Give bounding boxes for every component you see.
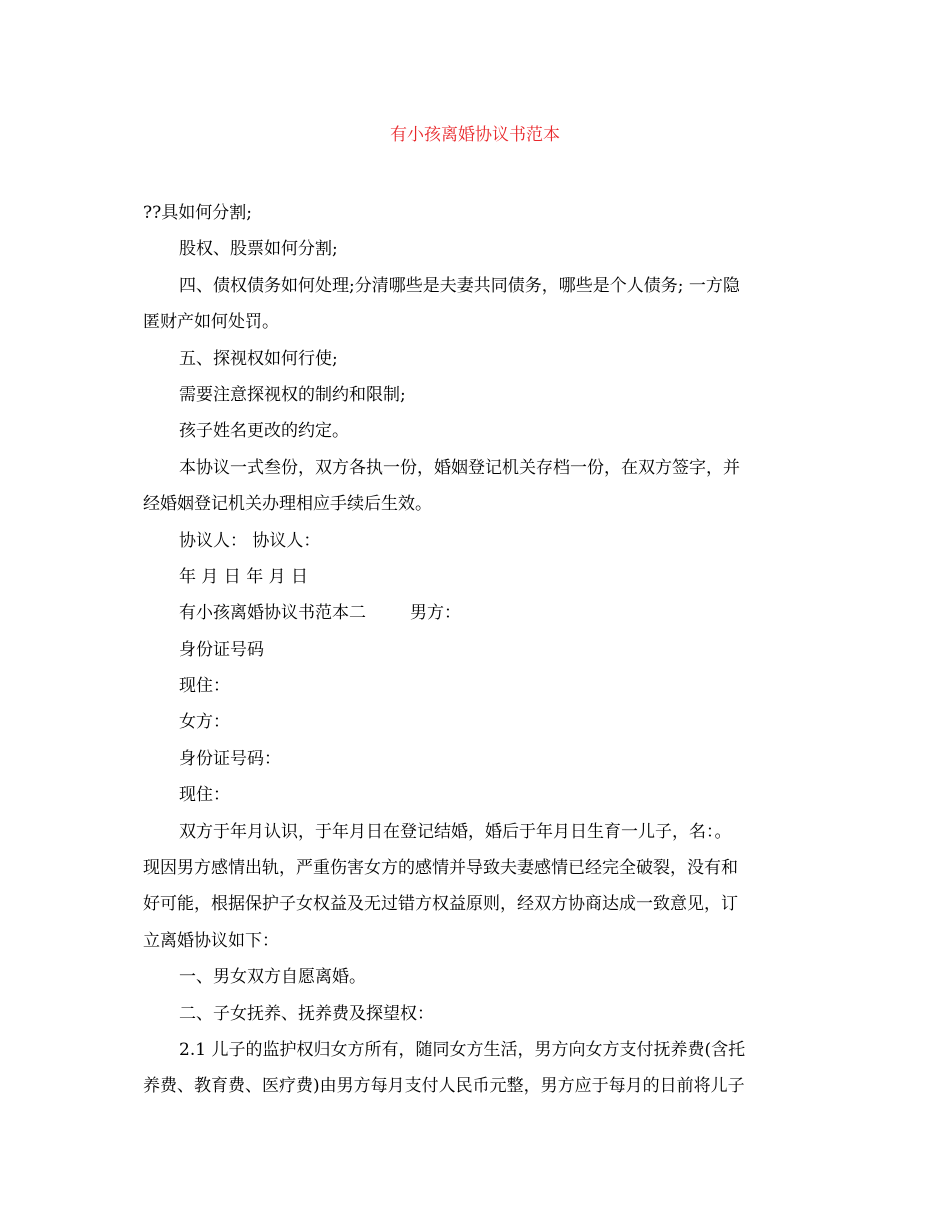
- text-line: 四、债权债务如何处理;分清哪些是夫妻共同债务，哪些是个人债务; 一方隐: [179, 275, 740, 296]
- text-line: 一、男女双方自愿离婚。: [179, 967, 366, 988]
- field-label: 男方：: [410, 603, 461, 624]
- text-line: 身份证号码：: [179, 748, 281, 769]
- text-line: 股权、股票如何分割;: [179, 239, 338, 260]
- text-line: 立离婚协议如下：: [143, 930, 279, 951]
- text-line: 匿财产如何处罚。: [143, 312, 279, 333]
- text-line: 本协议一式叁份，双方各执一份，婚姻登记机关存档一份，在双方签字，并: [179, 457, 740, 478]
- text-line: 年 月 日 年 月 日: [179, 566, 309, 587]
- text-line: [143, 595, 807, 631]
- text-line: 双方于年月认识，于年月日在登记结婚，婚后于年月日生育一儿子，名：。: [179, 821, 732, 842]
- document-title: 有小孩离婚协议书范本: [390, 125, 560, 145]
- text-line: 经婚姻登记机关办理相应手续后生效。: [143, 494, 432, 515]
- text-line: 五、探视权如何行使;: [179, 348, 338, 369]
- text-line: 身份证号码: [179, 639, 264, 660]
- text-line: 需要注意探视权的制约和限制;: [179, 384, 406, 405]
- text-line: 孩子姓名更改的约定。: [179, 421, 349, 442]
- text-line: 现住：: [179, 676, 230, 697]
- text-line: 协议人： 协议人：: [179, 530, 321, 551]
- text-line: 2.1 儿子的监护权归女方所有，随同女方生活，男方向女方支付抚养费(含托: [179, 1039, 746, 1060]
- text-line: 现因男方感情出轨，严重伤害女方的感情并导致夫妻感情已经完全破裂，没有和: [143, 858, 738, 879]
- section-heading: 有小孩离婚协议书范本二: [179, 603, 366, 624]
- text-line: 好可能，根据保护子女权益及无过错方权益原则，经双方协商达成一致意见，订: [143, 894, 738, 915]
- document-body: [143, 195, 807, 1105]
- text-line: ??具如何分割;: [143, 203, 252, 223]
- text-line: 现住：: [179, 785, 230, 806]
- text-line: 养费、教育费、医疗费)由男方每月支付人民币元整，男方应于每月的日前将儿子: [143, 1076, 745, 1097]
- text-line: 女方：: [179, 712, 230, 733]
- text-line: 二、子女抚养、抚养费及探望权：: [179, 1003, 434, 1024]
